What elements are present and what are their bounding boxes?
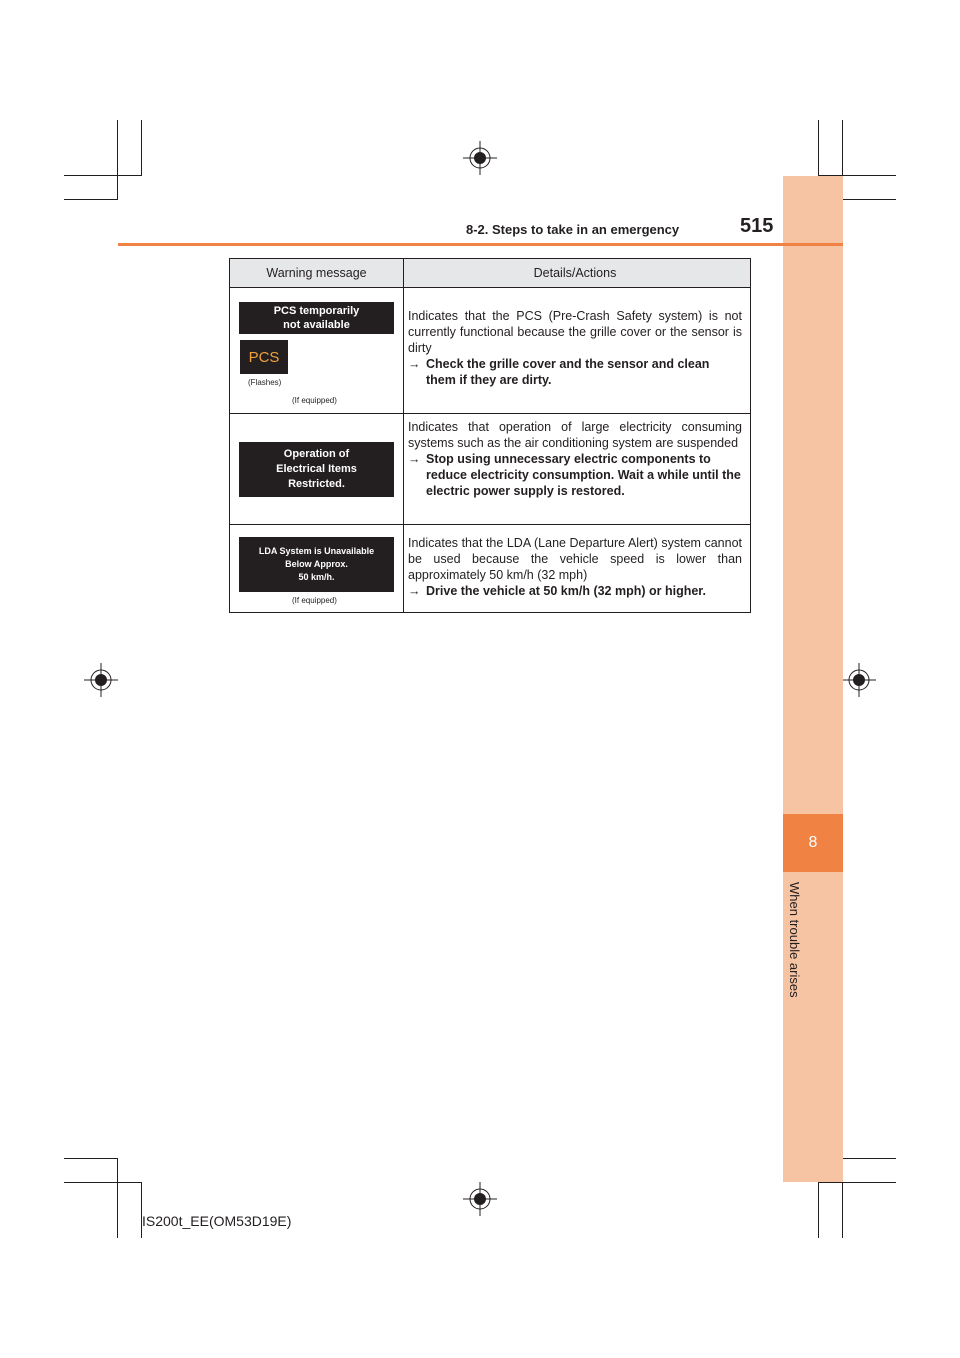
arrow-icon: → xyxy=(408,357,421,371)
registration-mark-icon xyxy=(842,663,876,697)
warning-cell xyxy=(230,288,404,413)
message-line: Operation of xyxy=(283,448,350,460)
document-code: IS200t_EE(OM53D19E) xyxy=(142,1213,292,1229)
registration-mark-icon xyxy=(463,1182,497,1216)
message-line: LDA System is Unavailable xyxy=(258,546,375,556)
details-cell xyxy=(404,414,750,524)
warning-message-display xyxy=(239,302,394,334)
action-item xyxy=(408,451,742,499)
table-header xyxy=(230,259,750,288)
details-text: Indicates that the PCS (Pre-Crash Safety system) is not currently functional because the grille cover or the sensor is dirty xyxy=(408,309,742,355)
details-cell xyxy=(404,288,750,413)
if-equipped-note: (If equipped) xyxy=(292,596,337,605)
pcs-warning-icon: PCS xyxy=(240,340,288,374)
warning-message-table xyxy=(229,258,751,613)
flashes-note: (Flashes) xyxy=(248,378,282,387)
header-warning-message: Warning message xyxy=(230,259,404,287)
details-cell xyxy=(404,525,750,612)
arrow-icon: → xyxy=(408,452,421,466)
message-line: Electrical Items xyxy=(276,463,357,475)
message-line: PCS temporarily xyxy=(273,305,360,317)
warning-message-display xyxy=(239,537,394,592)
registration-mark-icon xyxy=(463,141,497,175)
section-title: 8-2. Steps to take in an emergency xyxy=(466,222,680,237)
action-text: Check the grille cover and the sensor and clean them if they are dirty. xyxy=(426,357,710,387)
registration-mark-icon xyxy=(84,663,118,697)
table-row xyxy=(230,525,750,612)
chapter-number: 8 xyxy=(783,814,843,872)
page-number: 515 xyxy=(740,215,774,237)
warning-cell xyxy=(230,525,404,612)
warning-cell xyxy=(230,414,404,524)
details-text: Indicates that the LDA (Lane Departure Alert) system cannot be used because the vehicle speed is lower than approximately 50 km/h (32 mph) xyxy=(408,536,742,582)
table-row xyxy=(230,414,750,525)
message-line: not available xyxy=(283,319,350,331)
action-text: Stop using unnecessary electric components to reduce electricity consumption. Wait a while until the electric power supply is restored. xyxy=(426,452,741,498)
header-rule xyxy=(118,243,843,246)
if-equipped-note: (If equipped) xyxy=(292,396,337,405)
chapter-title-text: When trouble arises xyxy=(787,882,802,998)
action-item xyxy=(408,356,742,388)
arrow-icon: → xyxy=(408,584,421,598)
table-row xyxy=(230,288,750,414)
warning-message-display xyxy=(239,442,394,497)
details-text: Indicates that operation of large electricity consuming systems such as the air conditioning system are suspended xyxy=(408,420,742,450)
message-line: Below Approx. xyxy=(285,559,348,569)
header-details-actions: Details/Actions xyxy=(533,266,617,280)
message-line: 50 km/h. xyxy=(298,572,335,582)
message-line: Restricted. xyxy=(288,478,345,490)
action-item xyxy=(408,583,742,599)
action-text: Drive the vehicle at 50 km/h (32 mph) or higher. xyxy=(426,584,706,598)
chapter-title xyxy=(780,882,810,1182)
